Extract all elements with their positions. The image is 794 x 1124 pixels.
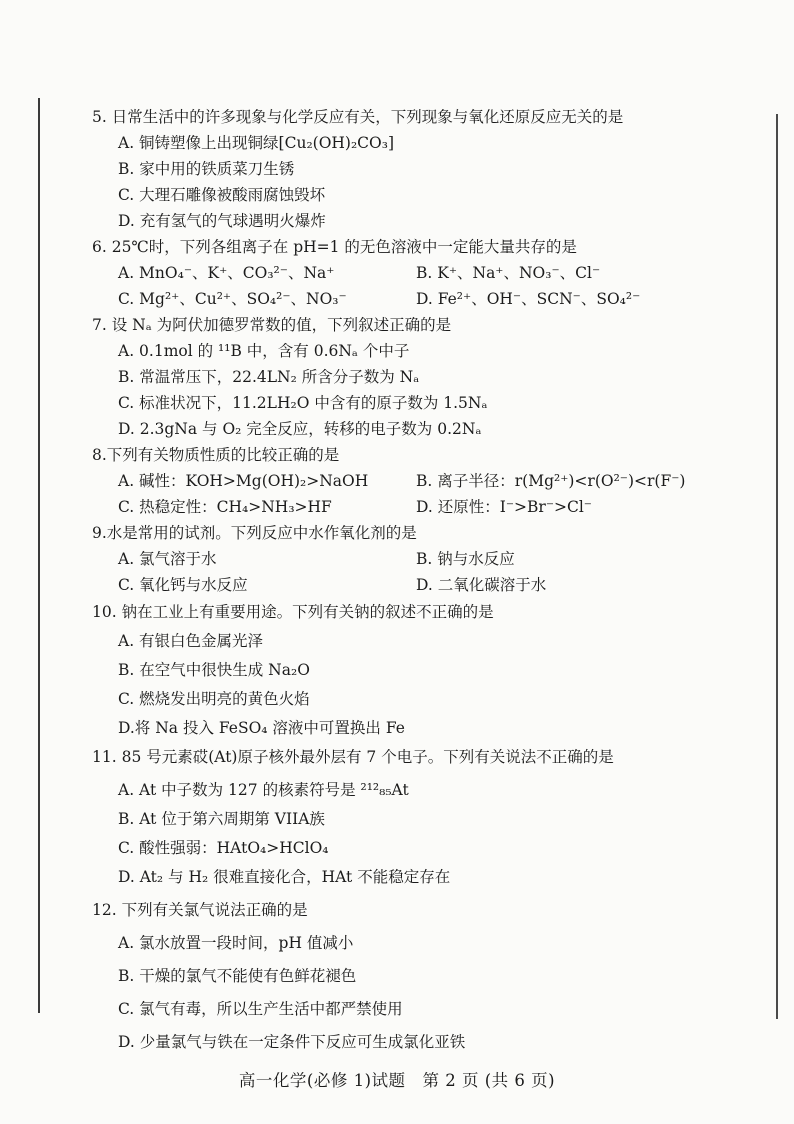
question-11-option-d: D. At₂ 与 H₂ 很难直接化合，HAt 不能稳定存在 bbox=[118, 868, 451, 886]
question-9-option-c: C. 氧化钙与水反应 bbox=[118, 576, 248, 594]
question-10-option-b: B. 在空气中很快生成 Na₂O bbox=[118, 661, 310, 679]
question-9-option-d: D. 二氧化碳溶于水 bbox=[416, 576, 547, 594]
question-6-option-d: D. Fe²⁺、OH⁻、SCN⁻、SO₄²⁻ bbox=[416, 290, 641, 308]
page-edge-left bbox=[38, 98, 40, 1013]
question-7-option-b: B. 常温常压下，22.4LN₂ 所含分子数为 Nₐ bbox=[118, 368, 420, 386]
question-5-option-d: D. 充有氢气的气球遇明火爆炸 bbox=[118, 212, 326, 230]
question-8-options-row-2 bbox=[92, 494, 772, 520]
question-11-option-a: A. At 中子数为 127 的核素符号是 ²¹²₈₅At bbox=[118, 781, 409, 799]
question-9-options-row-1 bbox=[92, 546, 772, 572]
question-12-option-a: A. 氯水放置一段时间，pH 值减小 bbox=[118, 934, 354, 952]
question-6-options-row-2 bbox=[92, 286, 772, 312]
question-5-stem: 5. 日常生活中的许多现象与化学反应有关，下列现象与氧化还原反应无关的是 bbox=[92, 108, 624, 126]
question-7-option-c: C. 标准状况下，11.2LH₂O 中含有的原子数为 1.5Nₐ bbox=[118, 394, 488, 412]
question-11-option-b: B. At 位于第六周期第 VIIA族 bbox=[118, 810, 325, 828]
question-11-stem: 11. 85 号元素砹(At)原子核外最外层有 7 个电子。下列有关说法不正确的是 bbox=[92, 748, 614, 766]
question-12-option-c: C. 氯气有毒，所以生产生活中都严禁使用 bbox=[118, 1000, 403, 1018]
question-9-option-a: A. 氯气溶于水 bbox=[118, 550, 217, 568]
question-12-option-d: D. 少量氯气与铁在一定条件下反应可生成氯化亚铁 bbox=[118, 1033, 466, 1051]
question-5-option-a: A. 铜铸塑像上出现铜绿[Cu₂(OH)₂CO₃] bbox=[118, 134, 395, 152]
question-5-option-b: B. 家中用的铁质菜刀生锈 bbox=[118, 160, 295, 178]
question-8-stem: 8.下列有关物质性质的比较正确的是 bbox=[92, 446, 340, 464]
page-edge-right bbox=[776, 114, 778, 1019]
question-8-options-row-1 bbox=[92, 468, 772, 494]
page-footer: 高一化学(必修 1)试题 第 2 页 (共 6 页) bbox=[238, 1071, 556, 1090]
question-9-options-row-2 bbox=[92, 572, 772, 598]
question-7-option-d: D. 2.3gNa 与 O₂ 完全反应，转移的电子数为 0.2Nₐ bbox=[118, 420, 482, 438]
question-12-stem: 12. 下列有关氯气说法正确的是 bbox=[92, 901, 308, 919]
question-10-option-a: A. 有银白色金属光泽 bbox=[118, 632, 264, 650]
question-10-option-c: C. 燃烧发出明亮的黄色火焰 bbox=[118, 690, 310, 708]
question-8-option-d: D. 还原性：I⁻>Br⁻>Cl⁻ bbox=[416, 498, 592, 516]
question-10-stem: 10. 钠在工业上有重要用途。下列有关钠的叙述不正确的是 bbox=[92, 603, 494, 621]
question-8-option-a: A. 碱性：KOH>Mg(OH)₂>NaOH bbox=[118, 472, 369, 490]
question-7-option-a: A. 0.1mol 的 ¹¹B 中，含有 0.6Nₐ 个中子 bbox=[118, 342, 410, 360]
question-7-stem: 7. 设 Nₐ 为阿伏加德罗常数的值，下列叙述正确的是 bbox=[92, 316, 452, 334]
question-8-option-c: C. 热稳定性：CH₄>NH₃>HF bbox=[118, 498, 332, 516]
question-6-options-row-1 bbox=[92, 260, 772, 286]
question-list bbox=[92, 104, 772, 1057]
question-6-option-c: C. Mg²⁺、Cu²⁺、SO₄²⁻、NO₃⁻ bbox=[118, 290, 347, 308]
question-11-option-c: C. 酸性强弱：HAtO₄>HClO₄ bbox=[118, 839, 329, 857]
question-8-option-b: B. 离子半径：r(Mg²⁺)<r(O²⁻)<r(F⁻) bbox=[416, 472, 686, 490]
question-9-stem: 9.水是常用的试剂。下列反应中水作氧化剂的是 bbox=[92, 524, 417, 542]
question-9-option-b: B. 钠与水反应 bbox=[416, 550, 515, 568]
question-6-stem: 6. 25℃时，下列各组离子在 pH=1 的无色溶液中一定能大量共存的是 bbox=[92, 238, 577, 256]
question-10-option-d: D.将 Na 投入 FeSO₄ 溶液中可置换出 Fe bbox=[118, 719, 405, 737]
question-5-option-c: C. 大理石雕像被酸雨腐蚀毁坏 bbox=[118, 186, 326, 204]
question-6-option-b: B. K⁺、Na⁺、NO₃⁻、Cl⁻ bbox=[416, 264, 601, 282]
question-6-option-a: A. MnO₄⁻、K⁺、CO₃²⁻、Na⁺ bbox=[118, 264, 335, 282]
question-12-option-b: B. 干燥的氯气不能使有色鲜花褪色 bbox=[118, 967, 357, 985]
